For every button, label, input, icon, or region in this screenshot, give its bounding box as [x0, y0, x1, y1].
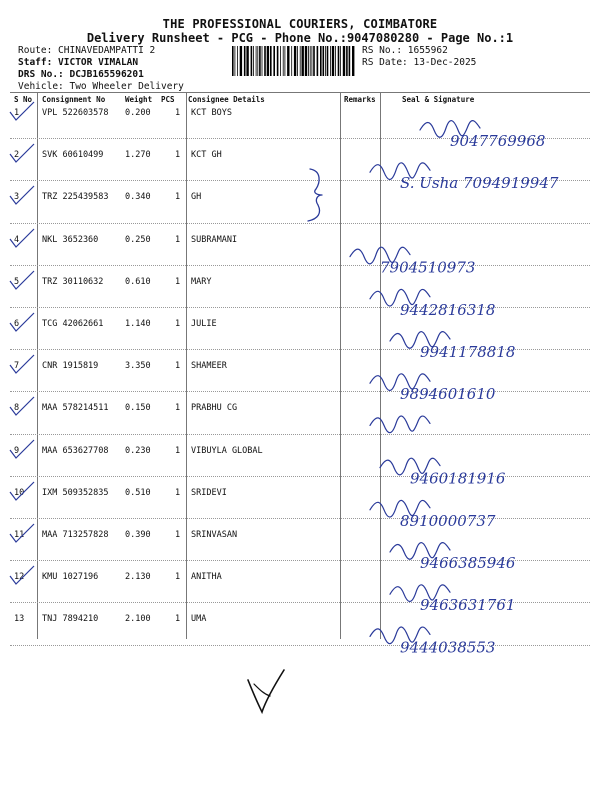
barcode-bar — [291, 46, 292, 76]
row-pcs: 1 — [175, 445, 181, 456]
row-consignment-no: TCG 42062661 — [42, 319, 104, 329]
row-consignee: GH — [191, 192, 202, 203]
row-weight: 2.130 — [125, 572, 151, 583]
row-consignment-no: NKL 3652360 — [42, 234, 99, 245]
row-pcs: 1 — [175, 572, 181, 583]
check-mark — [240, 660, 290, 720]
row-tick-mark — [8, 100, 36, 122]
barcode-bar — [330, 46, 331, 76]
signature-scribble — [370, 416, 430, 433]
row-pcs: 1 — [175, 487, 181, 498]
signature-phone-text: 9460181916 — [410, 469, 506, 488]
row-consignment-no: TRZ 30110632 — [42, 276, 104, 287]
barcode-bar — [277, 46, 279, 76]
barcode-bar — [237, 46, 238, 76]
col-sno: S No — [14, 95, 33, 104]
row-sno: 7 — [14, 361, 20, 372]
row-tick-mark — [8, 184, 36, 206]
barcode-bar — [338, 46, 340, 76]
row-consignment-no: SVK 60610499 — [42, 150, 104, 161]
row-pcs: 1 — [175, 319, 181, 329]
tick-stroke — [10, 102, 34, 120]
signature-phone-text: 9047769968 — [450, 132, 546, 150]
route-label: Route: CHINAVEDAMPATTI 2 — [18, 45, 156, 56]
row-sno: 6 — [14, 319, 20, 329]
row-weight: 2.100 — [125, 614, 151, 625]
barcode-bar — [327, 46, 329, 76]
row-consignment-no: VPL 522603578 — [42, 108, 109, 118]
barcode — [231, 46, 356, 76]
row-consignee: KCT GH — [191, 150, 222, 161]
row-consignee: UMA — [191, 614, 207, 625]
signature-phone-text: 9466385946 — [420, 554, 516, 572]
col-consignee: Consignee Details — [188, 95, 265, 104]
col-pcs: PCS — [161, 95, 175, 104]
row-pcs: 1 — [175, 108, 181, 118]
barcode-bar — [297, 46, 298, 76]
row-weight: 0.250 — [125, 234, 151, 245]
row-consignee: MARY — [191, 276, 212, 287]
row-tick-mark — [8, 353, 36, 375]
row-weight: 1.140 — [125, 319, 151, 329]
tick-stroke — [10, 271, 34, 289]
row-weight: 0.200 — [125, 108, 151, 118]
barcode-bar — [308, 46, 309, 76]
row-sno: 12 — [14, 572, 25, 583]
tick-stroke — [10, 355, 34, 373]
tick-stroke — [10, 144, 34, 162]
row-consignment-no: KMU 1027196 — [42, 572, 99, 583]
col-consignment: Consignment No — [42, 95, 106, 104]
barcode-bar — [340, 46, 341, 76]
barcode-bar — [264, 46, 266, 76]
row-consignment-no: TRZ 225439583 — [42, 192, 109, 203]
barcode-bar — [352, 46, 354, 76]
tick-stroke — [10, 482, 34, 500]
signature-phone-text: 9894601610 — [400, 385, 496, 404]
barcode-bar — [285, 46, 286, 76]
signature-phone-text: 9444038553 — [400, 638, 496, 657]
tick-stroke — [10, 186, 34, 204]
barcode-bar — [267, 46, 269, 76]
barcode-bar — [332, 46, 334, 76]
rs-number: RS No.: 1655962 — [362, 45, 448, 56]
barcode-bar — [320, 46, 322, 76]
row-pcs: 1 — [175, 361, 181, 372]
barcode-bar — [300, 46, 301, 76]
row-sno: 4 — [14, 234, 20, 245]
row-tick-mark — [8, 564, 36, 586]
barcode-bar — [325, 46, 326, 76]
vehicle-label: Vehicle: Two Wheeler Delivery — [18, 81, 184, 92]
barcode-bar — [335, 46, 336, 76]
row-tick-mark — [8, 438, 36, 460]
row-weight: 0.610 — [125, 276, 151, 287]
barcode-bar — [312, 46, 313, 76]
row-tick-mark — [8, 395, 36, 417]
runsheet-title: THE PROFESSIONAL COURIERS, COIMBATORE — [162, 17, 438, 31]
barcode-bar — [244, 46, 246, 76]
row-consignee: VIBUYLA GLOBAL — [191, 445, 263, 456]
barcode-bar — [280, 46, 281, 76]
tick-stroke — [10, 524, 34, 542]
row-tick-mark — [8, 269, 36, 291]
row-consignment-no: MAA 713257828 — [42, 530, 109, 540]
row-sno: 5 — [14, 276, 20, 287]
row-weight: 0.150 — [125, 403, 151, 414]
barcode-bar — [305, 46, 307, 76]
row-pcs: 1 — [175, 192, 181, 203]
row-tick-mark — [8, 480, 36, 502]
header-top-rule — [10, 92, 590, 93]
row-sno: 11 — [14, 530, 25, 540]
row-tick-mark — [8, 142, 36, 164]
col-seal-signature: Seal & Signature — [402, 95, 475, 104]
col-remarks: Remarks — [344, 95, 376, 104]
barcode-bar — [349, 46, 351, 76]
barcode-bar — [246, 46, 248, 76]
row-tick-mark — [8, 227, 36, 249]
barcode-bar — [256, 46, 257, 76]
tick-stroke — [10, 229, 34, 247]
tick-stroke — [10, 397, 34, 415]
row-consignment-no: MAA 578214511 — [42, 403, 109, 414]
tick-stroke — [10, 566, 34, 584]
row-consignee: SUBRAMANI — [191, 234, 238, 245]
row-pcs: 1 — [175, 234, 181, 245]
barcode-bar — [294, 46, 296, 76]
row-consignee: PRABHU CG — [191, 403, 238, 414]
drs-label: DRS No.: DCJB165596201 — [18, 69, 144, 80]
row-pcs: 1 — [175, 150, 181, 161]
barcode-bar — [257, 46, 258, 76]
barcode-bar — [346, 46, 348, 76]
barcode-bar — [235, 46, 236, 76]
row-sno: 1 — [14, 108, 20, 118]
col-weight: Weight — [125, 95, 153, 104]
barcode-bar — [273, 46, 275, 76]
barcode-bar — [302, 46, 304, 76]
barcode-bar — [253, 46, 254, 76]
row-consignment-no: TNJ 7894210 — [42, 614, 99, 625]
barcode-bar — [317, 46, 319, 76]
row-sno: 3 — [14, 192, 20, 203]
signature-phone-text: 7904510973 — [380, 258, 476, 277]
signature-phone-text: 9463631761 — [420, 596, 516, 615]
barcode-bar — [240, 46, 242, 76]
barcode-bar — [251, 46, 253, 76]
row-consignment-no: IXM 509352835 — [42, 487, 109, 498]
row-consignee: SRIDEVI — [191, 487, 227, 498]
signature-phone-text: 9442816318 — [400, 300, 496, 319]
row-weight: 0.390 — [125, 530, 151, 540]
barcode-bar — [323, 46, 325, 76]
signatures-overlay — [340, 110, 600, 670]
row-sno: 10 — [14, 487, 25, 498]
row-consignment-no: CNR 1915819 — [42, 361, 99, 372]
barcode-bar — [287, 46, 289, 76]
row-pcs: 1 — [175, 276, 181, 287]
signature-phone-text: 8910000737 — [400, 511, 496, 530]
row-sno: 2 — [14, 150, 20, 161]
signature-phone-text: 9941178818 — [420, 343, 516, 361]
barcode-bar — [313, 46, 315, 76]
barcode-bar — [262, 46, 263, 76]
row-consignee: ANITHA — [191, 572, 222, 583]
row-tick-mark — [8, 311, 36, 333]
row-sno: 8 — [14, 403, 20, 414]
barcode-bar — [310, 46, 311, 76]
row-pcs: 1 — [175, 614, 181, 625]
barcode-bar — [343, 46, 345, 76]
barcode-bar — [259, 46, 261, 76]
row-weight: 1.270 — [125, 150, 151, 161]
barcode-bar — [232, 46, 234, 76]
row-sno: 13 — [14, 614, 25, 625]
row-consignee: JULIE — [191, 319, 217, 329]
staff-label: Staff: VICTOR VIMALAN — [18, 57, 139, 68]
row-weight: 0.230 — [125, 445, 151, 456]
signature-phone-text: S. Usha 7094919947 — [400, 174, 559, 193]
row-pcs: 1 — [175, 530, 181, 540]
row-pcs: 1 — [175, 403, 181, 414]
barcode-bar — [270, 46, 272, 76]
bracket-mark — [300, 165, 340, 225]
row-consignee: SRINVASAN — [191, 530, 238, 540]
runsheet-subtitle: Delivery Runsheet - PCG - Phone No.:9047080280 - Page No.:1 — [86, 31, 514, 45]
row-consignee: SHAMEER — [191, 361, 227, 372]
rs-date: RS Date: 13-Dec-2025 — [362, 57, 477, 68]
row-consignment-no: MAA 653627708 — [42, 445, 109, 456]
row-consignee: KCT BOYS — [191, 108, 232, 118]
row-tick-mark — [8, 522, 36, 544]
row-weight: 0.340 — [125, 192, 151, 203]
tick-stroke — [10, 313, 34, 331]
row-weight: 3.350 — [125, 361, 151, 372]
row-sno: 9 — [14, 445, 20, 456]
barcode-bar — [283, 46, 284, 76]
row-weight: 0.510 — [125, 487, 151, 498]
tick-stroke — [10, 440, 34, 458]
